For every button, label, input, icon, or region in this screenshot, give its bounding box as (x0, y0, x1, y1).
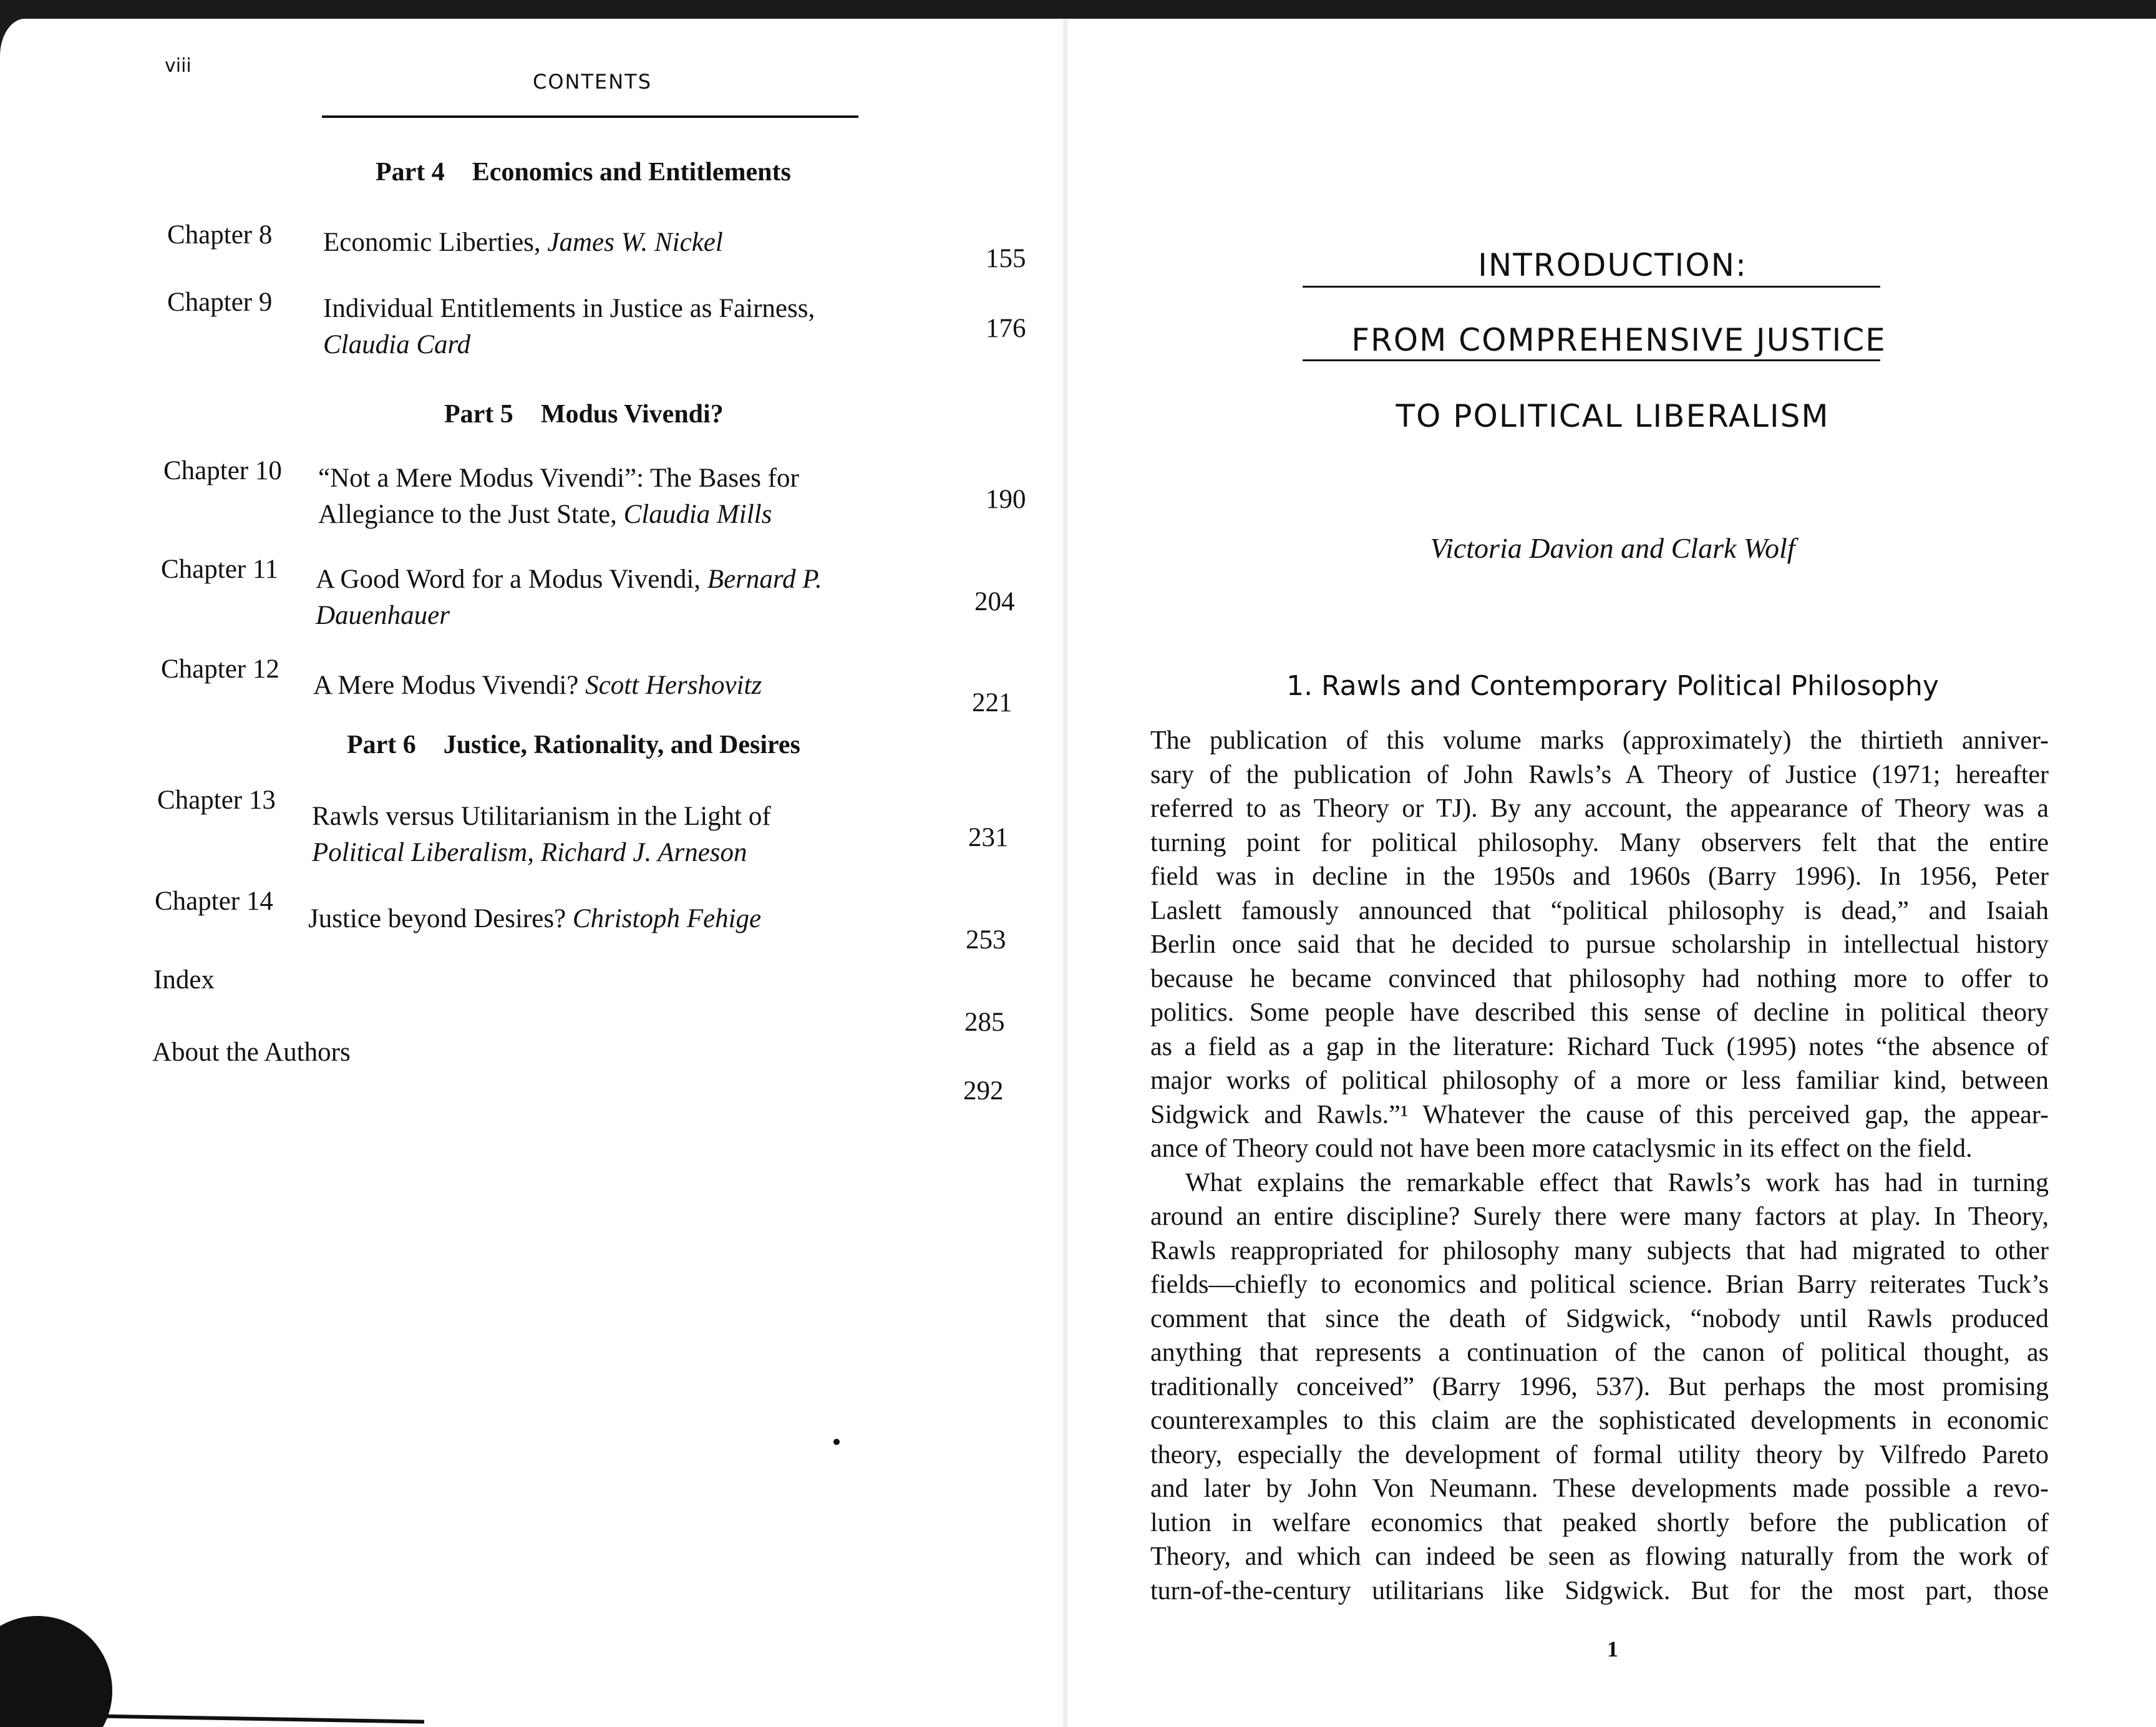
body-line: field was in decline in the 1950s and 1960s (Barry 1996). In 1956, Peter (1150, 862, 2049, 891)
part-title: Economics and Entitlements (472, 158, 791, 187)
page-folio: viii (165, 55, 192, 77)
part-heading (444, 399, 724, 429)
body-line: lution in welfare economics that peaked shortly before the publication of (1150, 1508, 2049, 1537)
part-heading (347, 730, 800, 760)
book-gutter (1061, 19, 1069, 1727)
chapter-title: A Good Word for a Modus Vivendi, (316, 565, 707, 594)
chapter-title: Rawls versus Utilitarianism in the Light of (312, 802, 771, 831)
body-line: and later by John Von Neumann. These developments made possible a revo- (1150, 1474, 2049, 1503)
body-line: referred to as Theory or TJ). By any account, the appearance of Theory was a (1150, 794, 2049, 823)
intro-title-line-1: INTRODUCTION: (1478, 247, 1747, 283)
part-heading (376, 157, 791, 187)
body-line: turn-of-the-century utilitarians like Sidgwick. But for the most part, those (1150, 1576, 2049, 1605)
body-line: Berlin once said that he decided to pursue scholarship in intellectual history (1150, 930, 2049, 959)
toc-entry[interactable] (316, 562, 940, 634)
page-number: 221 (972, 688, 1012, 718)
body-line: Sidgwick and Rawls.”¹ Whatever the cause of this perceived gap, the appear- (1150, 1100, 2049, 1129)
toc-entry[interactable] (323, 291, 947, 363)
body-line: Rawls reappropriated for philosophy many subjects that had migrated to other (1150, 1236, 2049, 1265)
book-spread (0, 19, 2156, 1727)
title-rule (1303, 359, 1880, 361)
body-line: counterexamples to this claim are the sophisticated developments in economic (1150, 1406, 2049, 1435)
page-number: 231 (968, 823, 1009, 852)
intro-title-line-3: TO POLITICAL LIBERALISM (1396, 398, 1830, 434)
body-line: Laslett famously announced that “political philosophy is dead,” and Isaiah (1150, 896, 2049, 925)
page-number: 253 (966, 925, 1006, 955)
body-line: turning point for political philosophy. Many observers felt that the entire (1150, 828, 2049, 857)
body-line: anything that represents a continuation of the canon of political thought, as (1150, 1338, 2049, 1367)
body-line: traditionally conceived” (Barry 1996, 537). But perhaps the most promising (1150, 1372, 2049, 1401)
chapter-author: James W. Nickel (547, 228, 723, 257)
chapter-label: Chapter 14 (155, 887, 273, 916)
introduction-page (1069, 19, 2156, 1727)
chapter-author: Christoph Fehige (572, 904, 762, 933)
body-line: as a field as a gap in the literature: Richard Tuck (1995) notes “the absence of (1150, 1032, 2049, 1061)
body-line: major works of political philosophy of a more or less familiar kind, between (1150, 1066, 2049, 1095)
toc-entry[interactable] (318, 460, 942, 533)
page-number: 292 (963, 1076, 1004, 1106)
part-number: Part 6 (347, 731, 416, 759)
body-line: sary of the publication of John Rawls’s A Theory of Justice (1971; hereafter (1150, 760, 2049, 789)
chapter-author: Bernard P. (707, 565, 822, 594)
page-number: 190 (986, 485, 1026, 514)
toc-entry[interactable] (323, 225, 947, 261)
intro-title-line-2: FROM COMPREHENSIVE JUSTICE (1351, 322, 1886, 358)
stray-dot (833, 1439, 840, 1445)
part-title: Justice, Rationality, and Desires (443, 731, 800, 759)
body-line: theory, especially the development of formal utility theory by Vilfredo Pareto (1150, 1440, 2049, 1469)
body-line: around an entire discipline? Surely there were many factors at play. In Theory, (1150, 1202, 2049, 1231)
chapter-author: Richard J. Arneson (540, 838, 747, 867)
body-line: comment that since the death of Sidgwick, “nobody until Rawls produced (1150, 1304, 2049, 1333)
chapter-authors: Victoria Davion and Clark Wolf (1430, 532, 1795, 564)
chapter-label: Chapter 11 (161, 555, 279, 584)
body-text (1150, 724, 2049, 1608)
chapter-label: Chapter 8 (167, 220, 273, 250)
toc-entry[interactable] (312, 799, 936, 871)
chapter-title: A Mere Modus Vivendi? (313, 671, 586, 700)
chapter-title: Individual Entitlements in Justice as Fairness, (323, 294, 815, 323)
toc-entry[interactable] (313, 668, 937, 704)
page-number: 285 (964, 1008, 1005, 1037)
page-number: 176 (986, 314, 1026, 343)
page-number: 204 (974, 587, 1015, 616)
chapter-author: Scott Hershovitz (585, 671, 762, 700)
part-title: Modus Vivendi? (540, 400, 724, 429)
toc-entry[interactable] (308, 901, 932, 937)
body-line: because he became convinced that philosophy had nothing more to offer to (1150, 964, 2049, 993)
chapter-author: Claudia Mills (623, 500, 772, 529)
chapter-label: Chapter 13 (157, 786, 276, 815)
chapter-label: Chapter 10 (163, 456, 282, 485)
body-line: politics. Some people have described this sense of decline in political theory (1150, 998, 2049, 1027)
body-line: fields—chiefly to economics and political science. Brian Barry reiterates Tuck’s (1150, 1270, 2049, 1299)
chapter-author-cont: Dauenhauer (316, 601, 450, 630)
chapter-title-italic: Political Liberalism, (312, 838, 541, 867)
chapter-title-cont: Allegiance to the Just State, (318, 500, 624, 529)
section-heading: 1. Rawls and Contemporary Political Philosophy (1286, 670, 1939, 702)
chapter-author: Claudia Card (323, 330, 471, 359)
running-head: CONTENTS (533, 70, 653, 94)
chapter-title: Justice beyond Desires? (308, 904, 573, 933)
part-number: Part 4 (376, 158, 445, 187)
body-line: ance of Theory could not have been more cataclysmic in its effect on the field. (1150, 1134, 1973, 1163)
body-line: What explains the remarkable effect that Rawls’s work has had in turning (1185, 1168, 2049, 1197)
chapter-title: “Not a Mere Modus Vivendi”: The Bases for (318, 464, 799, 493)
body-line: Theory, and which can indeed be seen as flowing naturally from the work of (1150, 1542, 2049, 1571)
chapter-label: Chapter 9 (167, 288, 273, 317)
contents-page (0, 19, 1061, 1727)
about-authors-label[interactable]: About the Authors (152, 1038, 351, 1067)
chapter-label: Chapter 12 (161, 654, 279, 684)
page-number: 155 (986, 244, 1026, 273)
chapter-title: Economic Liberties, (323, 228, 548, 257)
body-line: The publication of this volume marks (approximately) the thirtieth anniver- (1150, 726, 2049, 755)
part-number: Part 5 (444, 400, 513, 429)
running-head-rule (322, 115, 858, 118)
title-rule (1303, 286, 1880, 288)
index-label[interactable]: Index (153, 965, 215, 995)
page-folio: 1 (1607, 1637, 1618, 1661)
